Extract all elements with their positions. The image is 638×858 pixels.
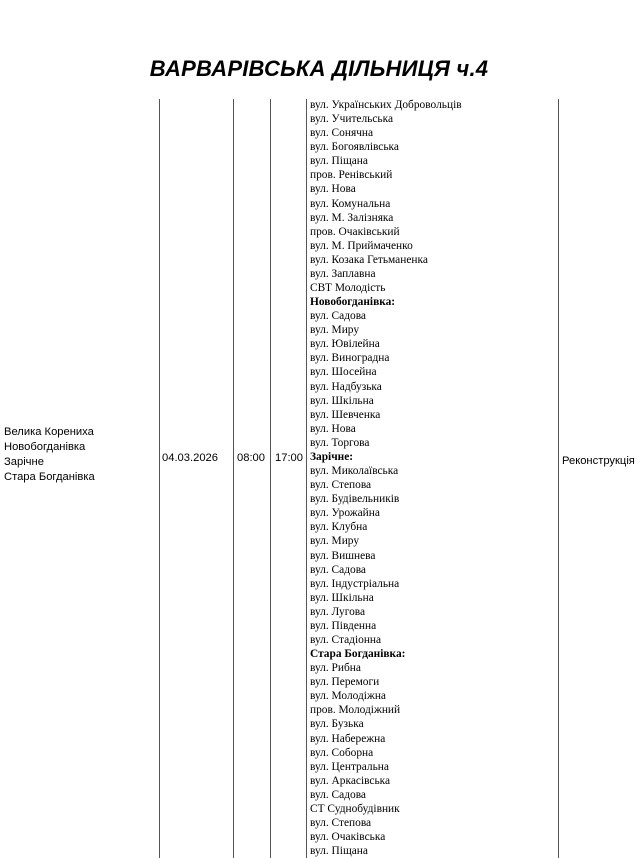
street-item: вул. Миру xyxy=(310,324,360,337)
street-item: вул. М. Залізняка xyxy=(310,211,394,224)
street-item: вул. Комунальна xyxy=(310,197,391,210)
street-item: вул. Степова xyxy=(310,816,372,829)
settlement-name: Зарічне xyxy=(4,456,44,468)
column-divider xyxy=(233,99,234,858)
column-divider xyxy=(306,99,307,858)
street-item: вул. Шевченка xyxy=(310,408,381,421)
street-item: вул. Сонячна xyxy=(310,127,374,140)
street-item: вул. Нова xyxy=(310,422,356,435)
street-item: вул. Індустріальна xyxy=(310,577,400,590)
street-item: вул. Ювілейна xyxy=(310,338,380,351)
street-item: вул. Садова xyxy=(310,788,366,801)
street-item: вул. Стадіонна xyxy=(310,633,382,646)
street-item: вул. Вишнева xyxy=(310,549,376,562)
street-item: вул. Шосейна xyxy=(310,366,377,379)
street-item: СВТ Молодість xyxy=(310,282,386,295)
street-item: вул. Аркасівська xyxy=(310,774,391,787)
street-group-header: Новобогданівка: xyxy=(310,296,396,309)
street-item: вул. Рибна xyxy=(310,662,361,675)
street-item: вул. Соборна xyxy=(310,746,374,759)
street-item: вул. Нова xyxy=(310,183,356,196)
street-item: вул. Учительська xyxy=(310,113,394,126)
street-item: вул. Виноградна xyxy=(310,352,390,365)
street-item: вул. Заплавна xyxy=(310,267,376,280)
street-item: вул. Піщана xyxy=(310,155,368,168)
street-item: вул. Будівельників xyxy=(310,493,400,506)
street-item: вул. Миру xyxy=(310,535,360,548)
street-item: пров. Молодіжний xyxy=(310,704,401,717)
street-item: вул. Миколаївська xyxy=(310,465,399,478)
settlement-name: Стара Богданівка xyxy=(4,471,95,483)
street-item: вул. Молодіжна xyxy=(310,690,386,703)
page-title: ВАРВАРІВСЬКА ДІЛЬНИЦЯ ч.4 xyxy=(149,56,489,81)
street-item: вул. Південна xyxy=(310,619,377,632)
street-item: вул. Перемоги xyxy=(310,676,380,689)
column-divider xyxy=(159,99,160,858)
street-item: СТ Суднобудівник xyxy=(310,802,400,815)
outage-reason: Реконструкція xyxy=(562,455,635,467)
street-item: вул. Садова xyxy=(310,310,366,323)
street-item: вул. Шкільна xyxy=(310,394,374,407)
street-item: пров. Ренівський xyxy=(310,169,393,182)
outage-date: 04.03.2026 xyxy=(162,452,218,464)
street-item: вул. Торгова xyxy=(310,436,370,449)
street-item: пров. Очаківський xyxy=(310,225,400,238)
street-item: вул. Очаківська xyxy=(310,831,386,844)
settlements-cell xyxy=(4,425,95,485)
street-item: вул. Урожайна xyxy=(310,507,380,520)
street-item: вул. Піщана xyxy=(310,845,368,858)
street-item: вул. Шкільна xyxy=(310,591,374,604)
street-item: вул. Центральна xyxy=(310,760,389,773)
street-item: вул. Степова xyxy=(310,479,372,492)
street-item: вул. Надбузька xyxy=(310,380,382,393)
time-start: 08:00 xyxy=(237,452,265,464)
street-item: вул. Лугова xyxy=(310,605,366,618)
street-item: вул. Бузька xyxy=(310,718,364,731)
street-item: вул. Садова xyxy=(310,563,366,576)
settlement-name: Велика Корениха xyxy=(4,426,94,438)
street-item: вул. Богоявлівська xyxy=(310,141,399,154)
street-item: вул. М. Приймаченко xyxy=(310,239,413,252)
time-end: 17:00 xyxy=(275,452,303,464)
streets-list xyxy=(310,98,556,858)
settlement-name: Новобогданівка xyxy=(4,441,86,453)
street-item: вул. Українських Добровольців xyxy=(310,99,462,111)
street-group-header: Зарічне: xyxy=(310,450,354,463)
street-item: вул. Козака Гетьманенка xyxy=(310,253,428,266)
street-group-header: Стара Богданівка: xyxy=(310,648,406,661)
street-item: вул. Клубна xyxy=(310,521,368,534)
column-divider xyxy=(270,99,271,858)
column-divider xyxy=(558,99,559,858)
street-item: вул. Набережна xyxy=(310,732,386,745)
